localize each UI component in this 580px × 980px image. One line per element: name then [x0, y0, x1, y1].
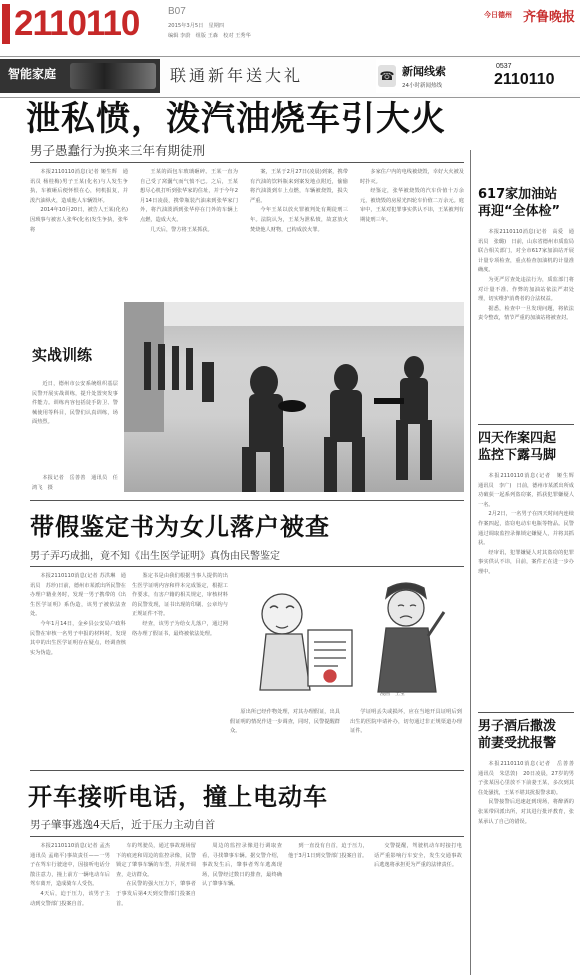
paragraph: 本报2110110消息(记者 高爱 通讯员 张璐) 日前，山东省德州市质监局联合相关部门，对全市617家加油站开展计量专项检查，重点检查加油机的计量准确度。: [478, 229, 574, 274]
paragraph: 在民警的强大压力下，肇事者于事发后第4天到交警部门投案自首。: [116, 881, 196, 907]
story3-headline: 开车接听电话，撞上电动车: [28, 783, 328, 811]
side1-headline-line2: 再迎“全体检”: [478, 204, 561, 219]
paragraph: 周边的监控录像进行调取查看，寻找肇事车辆。据交警介绍，事故发生后，肇事者驾车逃离现场，民警经过数日的排查，最终确认了肇事车辆。: [202, 843, 282, 888]
story3-col1: [30, 842, 116, 909]
story1-subhead: 男子愚蠢行为换来三年有期徒刑: [30, 143, 206, 158]
paragraph: 本报2110110消息(记者 岳善善 通讯员 朱思敦) 20日凌晨，27岁的男子张某因心里放不下前妻王某，多次到其住处骚扰，王某不堪其扰报警求助。: [478, 761, 580, 796]
side-rule: [478, 424, 574, 425]
paragraph: 本报2110110消息(记者 姬生辉 通讯员 李广) 日前，德州市某派出所成功破获一起系列盗窃案，抓获犯罪嫌疑人一名。: [478, 473, 580, 508]
photo-credit: 本报记者 岳善善 通讯员 任鸿飞 摄: [32, 475, 118, 491]
masthead-number: 2110110: [14, 4, 140, 43]
paragraph: 经查，该男子为给女儿落户，通过网络办理了假证书，最终被依法处理。: [132, 620, 228, 637]
training-caption: [32, 380, 118, 428]
banner-left: [0, 59, 160, 93]
training-photo-scene: [124, 302, 464, 492]
column-divider: [470, 150, 471, 975]
paragraph: 本报2110110消息(记者 姬生辉 通讯员 杨桂梅)男子王某(化名)与人发生争执，车被砸后便怀恨在心，伺机报复，并泼汽油纵火，造成他人车辆毁坏。: [30, 169, 128, 204]
phone-icon: ☎: [378, 65, 396, 87]
story2-headline: 带假鉴定书为女儿落户被查: [30, 513, 330, 541]
masthead: [0, 0, 580, 48]
paper-name: 齐鲁晚报: [523, 10, 576, 25]
date-line: 2015年3月5日 星期四: [168, 23, 225, 29]
story3-col3: [202, 842, 282, 890]
banner-ad: [0, 56, 580, 98]
banner-graphic: [70, 63, 156, 89]
hotline-sub: 24小时新闻热线: [402, 83, 442, 89]
paragraph: 案，王某于2月27日(凌晨)到案，携带有汽油的饮料瓶来到案发地点附近，偷偷将汽油泼到车上点燃，车辆被烧毁，损失严重。: [250, 169, 348, 204]
side2-headline-line1: 四天作案四起: [478, 431, 557, 446]
training-credit: [32, 474, 118, 493]
paragraph: 多家住户内的电线被烧毁，幸好大火被及时扑灭。: [360, 169, 464, 185]
story1-col1: [30, 168, 128, 235]
side1-headline-line1: 617家加油站: [478, 187, 558, 202]
paragraph: 鉴定书是由我们根据当事人提供的出生医学证明内容和样本完成鉴定，根据工作要求，有害户籍的相关规定，审核材料的民警发现，证书出现的印刷、公章均与正规证件不符。: [132, 573, 228, 618]
story2-subhead: 男子弄巧成拙，竟不知《出生医学证明》真伪由民警鉴定: [30, 551, 280, 562]
paragraph: 到一直没有自首，迫于压力，他于3月1日到交警部门投案自首。: [288, 843, 368, 859]
story1-rule: [30, 162, 464, 163]
paragraph: 2014年10月20日，被告人王某(化名)因琐事与被害人张华(化名)发生争执，张华将: [30, 207, 128, 233]
story2-rule: [30, 566, 464, 567]
story1-col4: [360, 168, 464, 226]
cartoon-credit: 漫画 王莹: [380, 691, 406, 697]
banner-middle-text: 联通新年送大礼: [170, 66, 304, 85]
side2-body: [478, 472, 580, 578]
paragraph: 2月2日，一名男子在四天时间内连续作案四起，盗窃电动车电瓶等物品。民警通过调取监控录像锁定嫌疑人，并将其抓获。: [478, 511, 574, 547]
paragraph: 本报2110110消息(记者 孟杰 通讯员 孟绪平)事故责任——一男子在驾车行驶途中，因接听电话分散注意力，撞上前方一辆电动车后驾车离开，造成骑车人受伤。: [30, 843, 116, 888]
story3-col5: [374, 842, 462, 871]
story1-col3: [250, 168, 348, 235]
paragraph: 经审讯，犯罪嫌疑人对其盗窃的犯罪事实供认不讳，目前，案件正在进一步办理中。: [478, 549, 574, 575]
hotline-label: 新闻线索: [402, 65, 446, 78]
banner-left-text: 智能家庭: [8, 67, 57, 81]
side3-headline-line2: 前妻受扰报警: [478, 736, 557, 751]
paragraph: 几天后，警方将王某抓获。: [150, 226, 213, 233]
cartoon-drawing: [230, 572, 462, 702]
side2-box: [478, 430, 580, 578]
paragraph: 据悉，检查中一旦发现问题，将依法责令整改，情节严重的加油站将被查封。: [478, 305, 574, 322]
banner-hotline: [376, 59, 580, 93]
story3-col4: [288, 842, 368, 861]
paragraph: 原出所已经作物处理，对其办理假证，出具假证明的情况作进一步调查，同时，民警提醒群众。: [230, 709, 340, 735]
story2-col2: [132, 572, 228, 639]
story2-col1: [30, 572, 126, 658]
story1-headline: 泄私愤，泼汽油烧车引大火: [26, 99, 446, 139]
page-number: B07: [168, 6, 186, 17]
editors-line: 编辑 李蔚 组版 王森 校对 王秀华: [168, 33, 251, 39]
paragraph: 本报2110110消息(记者 苏洪琳 通讯员 苏珍)日前，德州市某派出所民警在办理户籍业务时，发现一男子携带的《出生医学证明》系伪造，该男子被依法查处。: [30, 573, 126, 618]
paragraph: 今年王某以放火罪被判处有期徒刑三年。法院认为，王某为泄私愤，故意放火焚烧他人财物，已构成放火罪。: [250, 207, 348, 233]
side1-body: [478, 228, 574, 324]
paragraph: 民警接警后迅速赶到现场，将醉酒的张某带回派出所，对其进行批评教育，张某承认了自己的错误。: [478, 799, 574, 825]
story1-col2: [140, 168, 238, 235]
side-rule: [478, 712, 574, 713]
story3-rule: [30, 836, 464, 837]
side3-body: [478, 760, 580, 827]
side1-box: [478, 186, 574, 324]
paragraph: 今年1月14日，金乡县公安局户政科民警在审核一名男子申报的材料时，发现其中的出生医学证明存在疑点，经调查核实为伪造。: [30, 620, 126, 656]
training-photo: [124, 302, 464, 492]
paragraph: 经鉴定，张华被烧毁的汽车价值十万余元，被烧毁的房屋光四轮车价值二万余元。庭审中，王某对犯罪事实供认不讳，王某被判有期徒刑三年。: [360, 188, 464, 223]
story3-subhead: 男子肇事逃逸4天后，近于压力主动自首: [30, 819, 216, 831]
paragraph: 王某的面包车玻璃砸碎。王某一直为自己受了窝囊气而气愤不已。之后，王某想尽心机打听到张华家的住址，并于今年2月14日凌晨，携带瓶装汽油来到张华家门外，将汽油泼洒到张华停在门外的车辆上点燃，造成大火。: [140, 169, 238, 223]
paragraph: 车的驾驶员，通过事故现场留下的痕迹和周边的监控录像，民警锁定了肇事车辆的车型，并展开调查，走访群众。: [116, 843, 196, 878]
story3-col2: [116, 842, 196, 909]
hotline-number: 2110110: [494, 71, 555, 88]
section-rule: [30, 770, 464, 771]
paragraph: 为更严厉查处违法行为，质监部门将对计量不准、作弊的加油站依法严肃处理，切实维护消费者的合法权益。: [478, 276, 574, 303]
paper-slogan: 今日德州: [484, 11, 512, 19]
hotline-area-code: 0537: [496, 63, 512, 70]
masthead-red-block: [2, 4, 10, 44]
section-rule: [30, 500, 464, 501]
side2-headline-line2: 监控下露马脚: [478, 448, 557, 463]
side3-box: [478, 718, 580, 827]
paragraph: 交警提醒，驾驶机动车时接打电话严重影响行车安全，发生交通事故后逃逸将承担更为严重的法律责任。: [374, 843, 462, 869]
paragraph: 学证明丢失或损坏，应在当地开具证明后到出生的医院申请补办，切勿通过非正规渠道办理证件。: [350, 709, 462, 735]
training-title: 实战训练: [32, 346, 93, 364]
paragraph: 近日，德州市公安系统组织基层民警开展实战训练，提升处置突发事件能力。训练内容包括徒手防卫、警械使用等科目，民警们认真训练，场面热烈。: [32, 381, 118, 426]
cartoon-illustration: [230, 572, 462, 702]
story2-col4: [350, 708, 462, 737]
side3-headline-line1: 男子酒后撒泼: [478, 719, 557, 734]
story2-col3: [230, 708, 340, 737]
paragraph: 4天后，迫于压力，该男子主动到交警部门投案自首。: [30, 890, 110, 907]
